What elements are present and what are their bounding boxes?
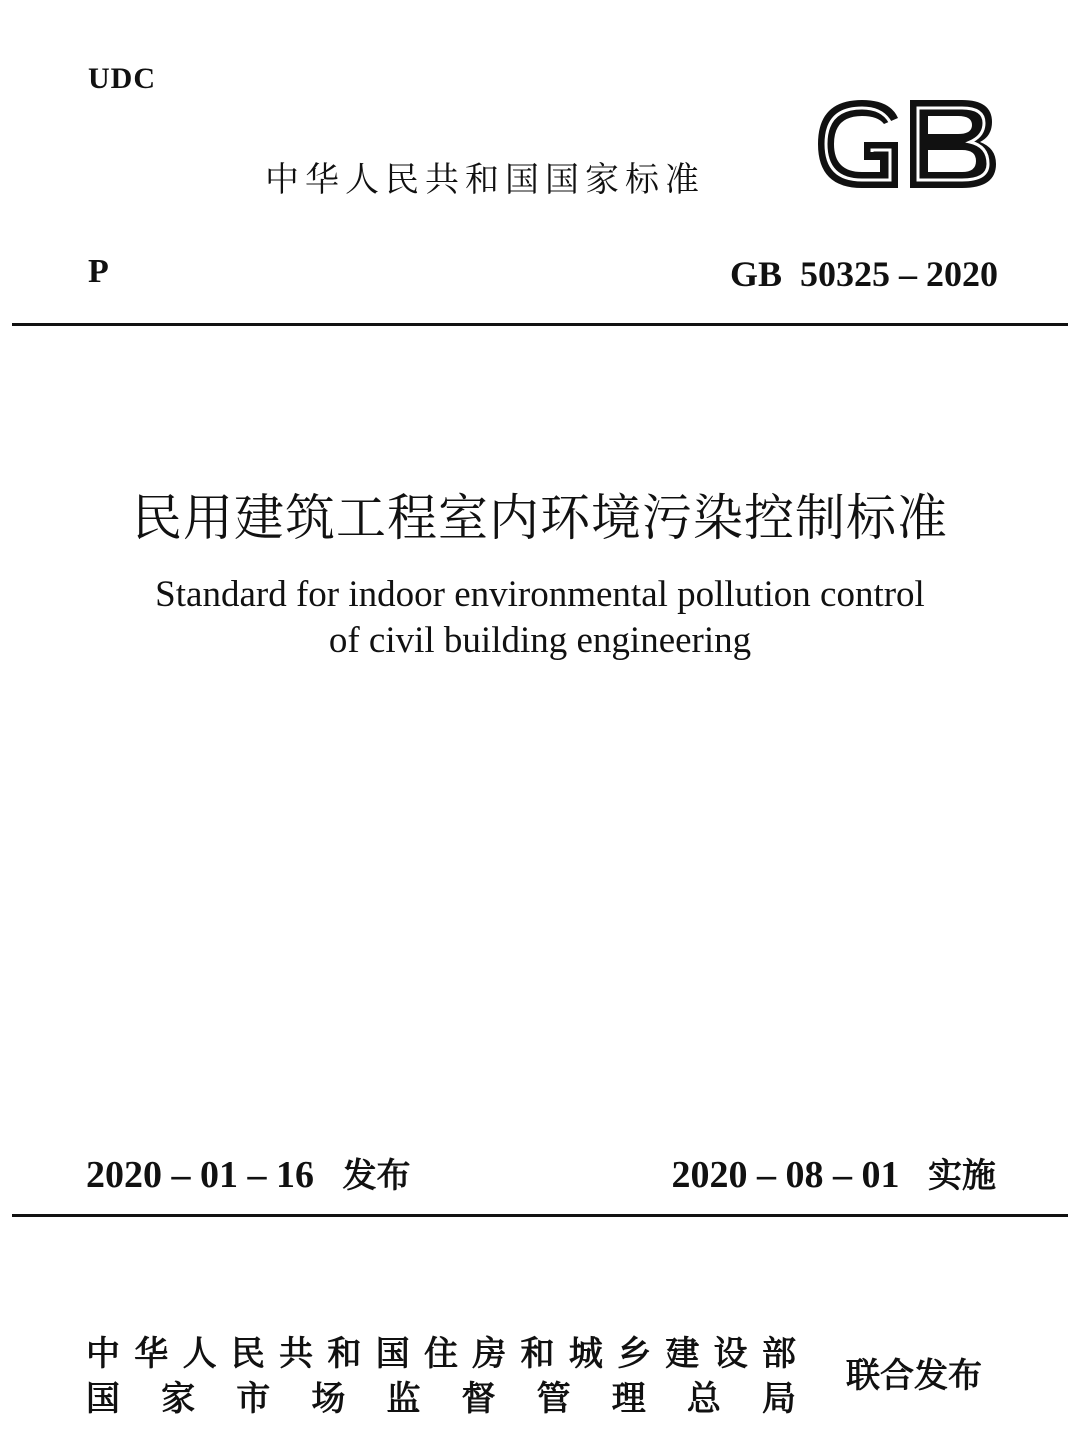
national-standard-heading: 中华人民共和国国家标准 (265, 160, 705, 200)
publisher-char: 部 (761, 1334, 796, 1374)
publisher-char: 中 (86, 1334, 120, 1374)
publisher-char: 人 (182, 1334, 217, 1374)
publisher-char: 场 (311, 1379, 346, 1419)
gb-logo (812, 96, 1000, 192)
publisher-char: 国 (375, 1334, 410, 1374)
publisher-char: 监 (386, 1379, 421, 1419)
publisher-char: 华 (134, 1334, 169, 1374)
issue-date-block (86, 1148, 411, 1197)
publisher-char: 局 (761, 1379, 796, 1419)
implement-date: 2020 – 08 – 01 (671, 1154, 900, 1196)
publisher-char: 督 (461, 1379, 496, 1419)
publisher-char: 和 (327, 1334, 362, 1374)
publisher-char: 国 (86, 1379, 120, 1419)
publisher-line-1 (86, 1326, 796, 1375)
title-english (0, 572, 1080, 664)
publisher-char: 共 (279, 1334, 314, 1374)
udc-label: UDC (88, 62, 156, 95)
classification-code: P (88, 253, 109, 290)
publisher-char: 民 (230, 1334, 265, 1374)
publisher-char: 理 (611, 1379, 646, 1419)
joint-release-label: 联合发布 (846, 1356, 982, 1396)
publisher-char: 总 (686, 1379, 721, 1419)
title-english-line-2: of civil building engineering (328, 620, 752, 661)
standard-number: GB 50325 – 2020 (729, 254, 998, 294)
implement-date-block (672, 1148, 997, 1197)
top-divider (12, 323, 1068, 326)
publisher-char: 城 (568, 1334, 603, 1374)
publisher-char: 乡 (617, 1334, 652, 1374)
implement-label: 实施 (928, 1156, 996, 1196)
publisher-char: 房 (472, 1334, 507, 1374)
title-chinese: 民用建筑工程室内环境污染控制标准 (132, 489, 948, 547)
publisher-char: 管 (536, 1379, 571, 1419)
publisher-char: 住 (423, 1334, 458, 1374)
publisher-char: 和 (520, 1334, 555, 1374)
publisher-char: 建 (665, 1334, 700, 1374)
publisher-char: 市 (236, 1379, 271, 1419)
issue-date: 2020 – 01 – 16 (86, 1154, 314, 1196)
publisher-char: 家 (161, 1379, 196, 1419)
issue-label: 发布 (342, 1156, 411, 1196)
bottom-divider (12, 1214, 1068, 1217)
title-english-line-1: Standard for indoor environmental pollution control (155, 574, 925, 615)
publisher-char: 设 (713, 1334, 748, 1374)
publisher-line-2 (86, 1371, 796, 1420)
